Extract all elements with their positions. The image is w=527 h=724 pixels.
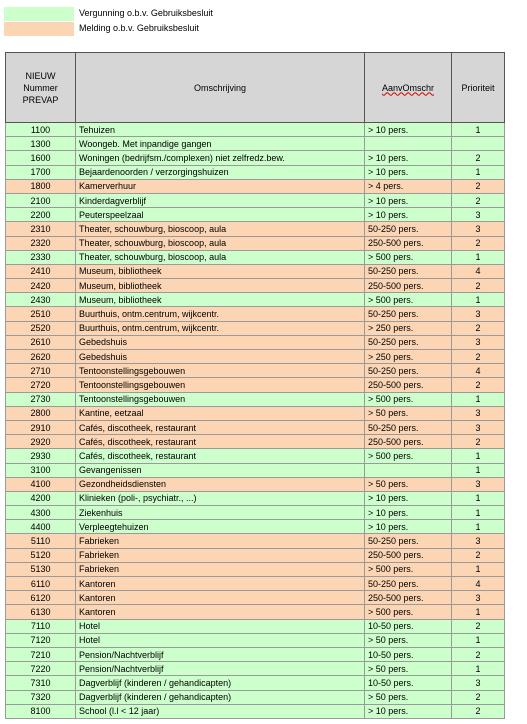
cell-aanv: > 50 pers. <box>365 690 452 704</box>
cell-omschrijving: School (l.l < 12 jaar) <box>76 704 365 718</box>
cell-prioriteit: 2 <box>452 321 505 335</box>
cell-omschrijving: Klinieken (poli-, psychiatr., ...) <box>76 491 365 505</box>
table-row <box>6 491 505 505</box>
cell-code: 1800 <box>6 179 76 193</box>
cell-omschrijving: Kinderdagverblijf <box>76 193 365 207</box>
table-row <box>6 321 505 335</box>
cell-code: 6120 <box>6 591 76 605</box>
header-aanv-text: AanvOmschr <box>381 82 434 93</box>
table-row <box>6 307 505 321</box>
cell-code: 2320 <box>6 236 76 250</box>
cell-prioriteit: 2 <box>452 193 505 207</box>
cell-prioriteit: 3 <box>452 534 505 548</box>
cell-code: 2510 <box>6 307 76 321</box>
cell-omschrijving: Dagverblijf (kinderen / gehandicapten) <box>76 676 365 690</box>
cell-prioriteit: 1 <box>452 123 505 137</box>
table-header-row <box>6 53 505 123</box>
cell-code: 2800 <box>6 406 76 420</box>
table-body <box>6 123 505 719</box>
cell-omschrijving: Cafés, discotheek, restaurant <box>76 449 365 463</box>
cell-code: 4400 <box>6 520 76 534</box>
cell-code: 6130 <box>6 605 76 619</box>
cell-code: 1600 <box>6 151 76 165</box>
table-row <box>6 605 505 619</box>
cell-prioriteit: 1 <box>452 605 505 619</box>
cell-omschrijving: Museum, bibliotheek <box>76 279 365 293</box>
cell-prioriteit: 2 <box>452 548 505 562</box>
cell-prioriteit: 3 <box>452 676 505 690</box>
table-row <box>6 420 505 434</box>
table-row <box>6 165 505 179</box>
table-row <box>6 264 505 278</box>
cell-omschrijving: Kantoren <box>76 605 365 619</box>
cell-prioriteit: 1 <box>452 562 505 576</box>
cell-omschrijving: Ziekenhuis <box>76 506 365 520</box>
cell-prioriteit: 1 <box>452 449 505 463</box>
cell-omschrijving: Theater, schouwburg, bioscoop, aula <box>76 222 365 236</box>
table-row <box>6 633 505 647</box>
cell-code: 2420 <box>6 279 76 293</box>
cell-omschrijving: Verpleegtehuizen <box>76 520 365 534</box>
cell-prioriteit: 3 <box>452 222 505 236</box>
cell-code: 4300 <box>6 506 76 520</box>
cell-prioriteit: 2 <box>452 179 505 193</box>
cell-omschrijving: Fabrieken <box>76 562 365 576</box>
cell-omschrijving: Buurthuis, ontm.centrum, wijkcentr. <box>76 307 365 321</box>
cell-omschrijving: Gevangenissen <box>76 463 365 477</box>
table-row <box>6 123 505 137</box>
cell-omschrijving: Pension/Nachtverblijf <box>76 662 365 676</box>
table-row <box>6 350 505 364</box>
cell-omschrijving: Kantine, eetzaal <box>76 406 365 420</box>
cell-prioriteit: 2 <box>452 350 505 364</box>
cell-omschrijving: Buurthuis, ontm.centrum, wijkcentr. <box>76 321 365 335</box>
cell-omschrijving: Museum, bibliotheek <box>76 264 365 278</box>
header-prioriteit: Prioriteit <box>452 53 505 123</box>
table-row <box>6 279 505 293</box>
cell-aanv: > 500 pers. <box>365 562 452 576</box>
cell-omschrijving: Hotel <box>76 619 365 633</box>
cell-prioriteit: 2 <box>452 378 505 392</box>
table-row <box>6 591 505 605</box>
cell-omschrijving: Bejaardenoorden / verzorgingshuizen <box>76 165 365 179</box>
cell-aanv: 50-250 pers. <box>365 335 452 349</box>
table-row <box>6 406 505 420</box>
cell-aanv: > 10 pers. <box>365 491 452 505</box>
cell-aanv: > 4 pers. <box>365 179 452 193</box>
cell-aanv: 250-500 pers. <box>365 435 452 449</box>
cell-code: 4100 <box>6 477 76 491</box>
cell-code: 5120 <box>6 548 76 562</box>
cell-aanv: > 10 pers. <box>365 151 452 165</box>
cell-aanv: > 500 pers. <box>365 392 452 406</box>
cell-prioriteit: 4 <box>452 577 505 591</box>
cell-code: 6110 <box>6 577 76 591</box>
cell-code: 7120 <box>6 633 76 647</box>
cell-omschrijving: Cafés, discotheek, restaurant <box>76 420 365 434</box>
table-row <box>6 534 505 548</box>
cell-omschrijving: Tehuizen <box>76 123 365 137</box>
cell-aanv: 250-500 pers. <box>365 236 452 250</box>
prevap-table <box>5 52 505 719</box>
table-row <box>6 562 505 576</box>
cell-omschrijving: Fabrieken <box>76 548 365 562</box>
table-row <box>6 335 505 349</box>
table-row <box>6 392 505 406</box>
cell-prioriteit: 3 <box>452 406 505 420</box>
cell-aanv: 250-500 pers. <box>365 548 452 562</box>
cell-omschrijving: Kamerverhuur <box>76 179 365 193</box>
cell-code: 2730 <box>6 392 76 406</box>
cell-omschrijving: Kantoren <box>76 591 365 605</box>
cell-code: 7310 <box>6 676 76 690</box>
cell-code: 7220 <box>6 662 76 676</box>
cell-code: 2930 <box>6 449 76 463</box>
cell-code: 2910 <box>6 420 76 434</box>
cell-prioriteit: 3 <box>452 591 505 605</box>
legend-label: Vergunning o.b.v. Gebruiksbesluit <box>79 8 213 18</box>
cell-aanv: > 500 pers. <box>365 293 452 307</box>
header-aanv <box>365 53 452 123</box>
table-row <box>6 236 505 250</box>
cell-prioriteit: 2 <box>452 704 505 718</box>
table-row <box>6 506 505 520</box>
cell-aanv: 50-250 pers. <box>365 264 452 278</box>
cell-code: 2620 <box>6 350 76 364</box>
cell-code: 2710 <box>6 364 76 378</box>
cell-aanv: > 500 pers. <box>365 250 452 264</box>
table-row <box>6 222 505 236</box>
table-row <box>6 662 505 676</box>
table-row <box>6 477 505 491</box>
table-row <box>6 193 505 207</box>
table-row <box>6 208 505 222</box>
table-row <box>6 577 505 591</box>
cell-omschrijving: Kantoren <box>76 577 365 591</box>
table-row <box>6 179 505 193</box>
cell-code: 2920 <box>6 435 76 449</box>
cell-prioriteit: 3 <box>452 335 505 349</box>
cell-code: 5130 <box>6 562 76 576</box>
cell-aanv: > 250 pers. <box>365 321 452 335</box>
cell-aanv: 50-250 pers. <box>365 577 452 591</box>
cell-aanv: 250-500 pers. <box>365 591 452 605</box>
cell-omschrijving: Tentoonstellingsgebouwen <box>76 392 365 406</box>
header-omschrijving: Omschrijving <box>76 53 365 123</box>
legend-swatch-green <box>4 7 74 21</box>
cell-omschrijving: Museum, bibliotheek <box>76 293 365 307</box>
table-row <box>6 293 505 307</box>
cell-prioriteit: 1 <box>452 392 505 406</box>
cell-aanv: > 50 pers. <box>365 633 452 647</box>
cell-prioriteit: 1 <box>452 662 505 676</box>
cell-omschrijving: Dagverblijf (kinderen / gehandicapten) <box>76 690 365 704</box>
table-row <box>6 676 505 690</box>
cell-prioriteit: 4 <box>452 264 505 278</box>
cell-prioriteit: 1 <box>452 463 505 477</box>
cell-code: 2100 <box>6 193 76 207</box>
cell-aanv: 50-250 pers. <box>365 222 452 236</box>
cell-code: 7320 <box>6 690 76 704</box>
cell-aanv: > 50 pers. <box>365 662 452 676</box>
cell-aanv: > 50 pers. <box>365 406 452 420</box>
cell-code: 1300 <box>6 137 76 151</box>
cell-prioriteit: 3 <box>452 420 505 434</box>
cell-code: 8100 <box>6 704 76 718</box>
cell-prioriteit: 2 <box>452 279 505 293</box>
cell-aanv: > 10 pers. <box>365 520 452 534</box>
cell-aanv: > 10 pers. <box>365 123 452 137</box>
cell-code: 1100 <box>6 123 76 137</box>
cell-prioriteit: 2 <box>452 236 505 250</box>
cell-aanv: 10-50 pers. <box>365 647 452 661</box>
cell-aanv: > 10 pers. <box>365 165 452 179</box>
table-row <box>6 520 505 534</box>
cell-aanv: 10-50 pers. <box>365 619 452 633</box>
cell-aanv: 50-250 pers. <box>365 420 452 434</box>
cell-prioriteit: 1 <box>452 506 505 520</box>
cell-aanv: > 10 pers. <box>365 506 452 520</box>
cell-omschrijving: Woningen (bedrijfsm./complexen) niet zelfredz.bew. <box>76 151 365 165</box>
cell-aanv: 250-500 pers. <box>365 279 452 293</box>
cell-prioriteit: 4 <box>452 364 505 378</box>
cell-omschrijving: Gebedshuis <box>76 350 365 364</box>
table-row <box>6 435 505 449</box>
cell-prioriteit: 2 <box>452 647 505 661</box>
cell-code: 7110 <box>6 619 76 633</box>
legend-label: Melding o.b.v. Gebruiksbesluit <box>79 23 199 33</box>
cell-omschrijving: Tentoonstellingsgebouwen <box>76 364 365 378</box>
cell-omschrijving: Theater, schouwburg, bioscoop, aula <box>76 236 365 250</box>
table-row <box>6 378 505 392</box>
cell-aanv: 50-250 pers. <box>365 307 452 321</box>
cell-prioriteit: 3 <box>452 208 505 222</box>
cell-omschrijving: Tentoonstellingsgebouwen <box>76 378 365 392</box>
cell-aanv: 10-50 pers. <box>365 676 452 690</box>
table-row <box>6 250 505 264</box>
cell-prioriteit: 1 <box>452 633 505 647</box>
cell-aanv: > 250 pers. <box>365 350 452 364</box>
cell-omschrijving: Cafés, discotheek, restaurant <box>76 435 365 449</box>
cell-aanv: > 10 pers. <box>365 193 452 207</box>
cell-code: 2200 <box>6 208 76 222</box>
table-row <box>6 647 505 661</box>
cell-aanv: 250-500 pers. <box>365 378 452 392</box>
legend-swatch-orange <box>4 22 74 36</box>
table-row <box>6 548 505 562</box>
cell-prioriteit <box>452 137 505 151</box>
cell-code: 2310 <box>6 222 76 236</box>
cell-prioriteit: 3 <box>452 307 505 321</box>
cell-prioriteit: 2 <box>452 435 505 449</box>
table-row <box>6 619 505 633</box>
cell-code: 2430 <box>6 293 76 307</box>
cell-code: 3100 <box>6 463 76 477</box>
cell-omschrijving: Pension/Nachtverblijf <box>76 647 365 661</box>
cell-prioriteit: 1 <box>452 491 505 505</box>
table-row <box>6 151 505 165</box>
cell-code: 5110 <box>6 534 76 548</box>
cell-code: 2520 <box>6 321 76 335</box>
cell-omschrijving: Fabrieken <box>76 534 365 548</box>
cell-aanv: 50-250 pers. <box>365 534 452 548</box>
cell-code: 2610 <box>6 335 76 349</box>
table-row <box>6 463 505 477</box>
cell-aanv: 50-250 pers. <box>365 364 452 378</box>
cell-code: 2410 <box>6 264 76 278</box>
cell-aanv: > 10 pers. <box>365 208 452 222</box>
cell-code: 2330 <box>6 250 76 264</box>
cell-prioriteit: 2 <box>452 151 505 165</box>
cell-omschrijving: Hotel <box>76 633 365 647</box>
cell-code: 2720 <box>6 378 76 392</box>
header-code: NIEUW Nummer PREVAP <box>6 53 76 123</box>
table-row <box>6 364 505 378</box>
cell-aanv: > 50 pers. <box>365 477 452 491</box>
cell-code: 4200 <box>6 491 76 505</box>
cell-prioriteit: 1 <box>452 520 505 534</box>
cell-prioriteit: 1 <box>452 250 505 264</box>
cell-prioriteit: 2 <box>452 690 505 704</box>
cell-prioriteit: 2 <box>452 619 505 633</box>
cell-code: 7210 <box>6 647 76 661</box>
cell-aanv: > 10 pers. <box>365 704 452 718</box>
cell-aanv <box>365 463 452 477</box>
cell-omschrijving: Gebedshuis <box>76 335 365 349</box>
cell-omschrijving: Woongeb. Met inpandige gangen <box>76 137 365 151</box>
cell-code: 1700 <box>6 165 76 179</box>
table-row <box>6 137 505 151</box>
cell-omschrijving: Peuterspeelzaal <box>76 208 365 222</box>
table-row <box>6 704 505 718</box>
cell-prioriteit: 3 <box>452 477 505 491</box>
cell-aanv: > 500 pers. <box>365 449 452 463</box>
table-row <box>6 690 505 704</box>
cell-prioriteit: 1 <box>452 293 505 307</box>
cell-aanv: > 500 pers. <box>365 605 452 619</box>
cell-omschrijving: Theater, schouwburg, bioscoop, aula <box>76 250 365 264</box>
table-row <box>6 449 505 463</box>
cell-aanv <box>365 137 452 151</box>
cell-omschrijving: Gezondheidsdiensten <box>76 477 365 491</box>
cell-prioriteit: 1 <box>452 165 505 179</box>
